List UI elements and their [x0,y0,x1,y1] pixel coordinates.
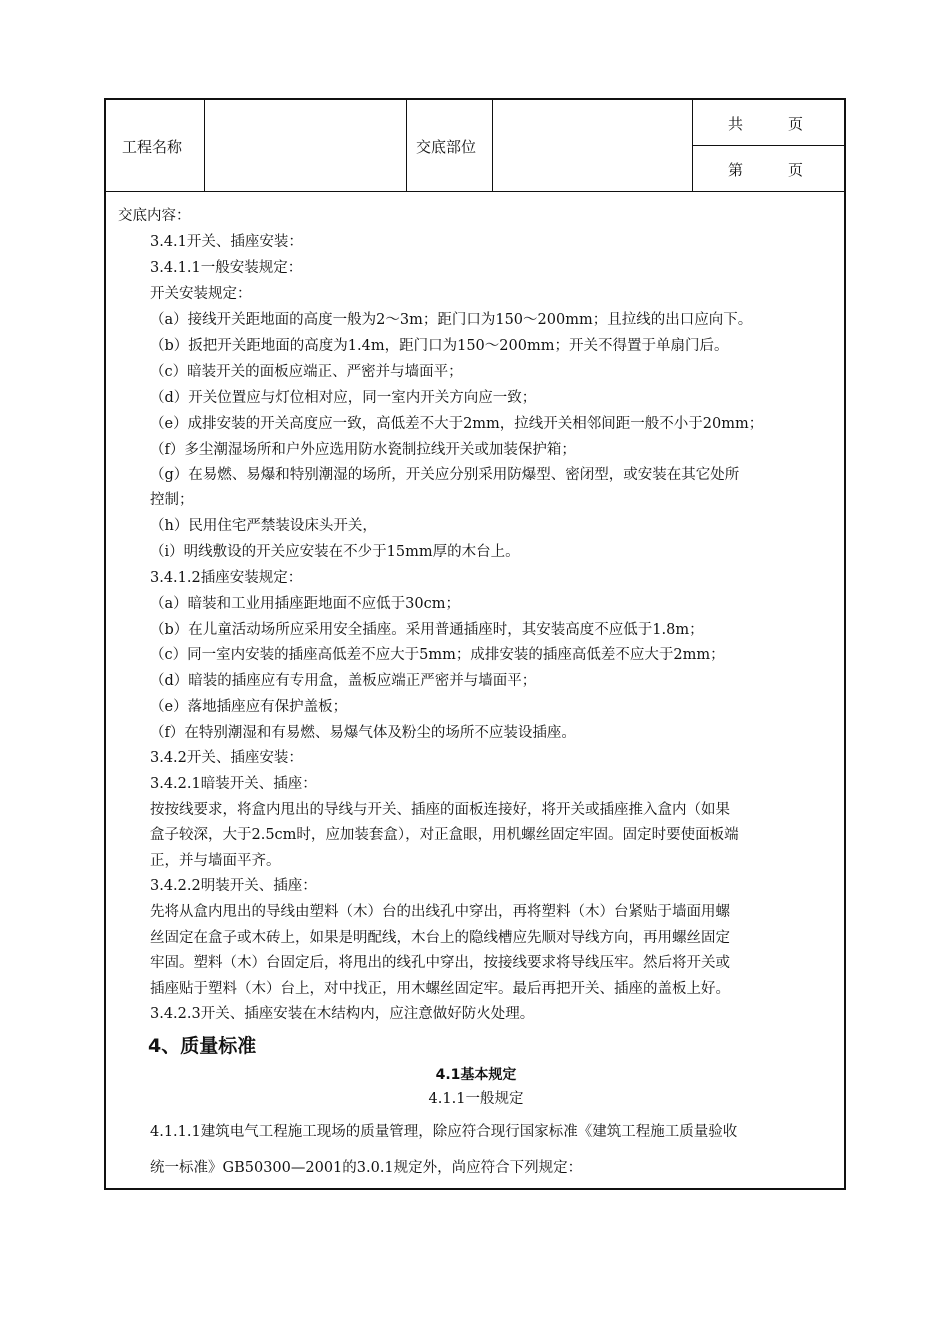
section-title: 4、质量标准 [148,1035,257,1057]
subsubsection-title: 4.1.1一般规定 [428,1091,524,1107]
content-line: （e）成排安装的开关高度应一致，高低差不大于2mm，拉线开关相邻间距一般不小于20mm； [150,416,764,432]
content-line: （b）扳把开关距地面的高度为1.4m，距门口为150～200mm；开关不得置于单扇门后。 [150,338,729,354]
content-line: （a）接线开关距地面的高度一般为2～3m；距门口为150～200mm；且拉线的出口应向下。 [150,312,753,328]
content-line: （b）在儿童活动场所应采用安全插座。采用普通插座时，其安装高度不应低于1.8m； [150,622,704,638]
content-line: 牢固。塑料（木）台固定后，将甩出的线孔中穿出，按接线要求将导线压牢。然后将开关或 [150,955,730,971]
total-pages: 共 页 [728,115,804,133]
location-label: 交底部位 [416,138,477,156]
content-line: 控制； [150,492,194,508]
content-line: （g）在易燃、易爆和特别潮湿的场所，开关应分别采用防爆型、密闭型，或安装在其它处所 [150,467,740,483]
paragraph-line: 统一标准》GB50300—2001的3.0.1规定外，尚应符合下列规定： [150,1160,583,1176]
content-line: （f）多尘潮湿场所和户外应选用防水瓷制拉线开关或加装保护箱； [150,442,576,458]
form-header [106,100,844,192]
content-line: （d）暗装的插座应有专用盒，盖板应端正严密并与墙面平； [150,673,537,689]
content-line: 3.4.1.2插座安装规定： [150,570,303,586]
content-line: 按按线要求，将盒内甩出的导线与开关、插座的面板连接好，将开关或插座推入盒内（如果 [150,802,730,818]
content-line: 3.4.1开关、插座安装： [150,234,303,250]
content-line: （e）落地插座应有保护盖板； [150,699,348,715]
content-line: 3.4.2.3开关、插座安装在木结构内，应注意做好防火处理。 [150,1006,535,1022]
content-line: 丝固定在盒子或木砖上，如果是明配线，木台上的隐线槽应先顺对导线方向，再用螺丝固定 [150,930,730,946]
subsection-title: 4.1基本规定 [435,1067,517,1083]
content-line: （c）暗装开关的面板应端正、严密并与墙面平； [150,364,463,380]
content-line: （a）暗装和工业用插座距地面不应低于30cm； [150,596,460,612]
divider [406,100,407,191]
divider [692,145,844,146]
content-line: （i）明线敷设的开关应安装在不少于15mm厚的木台上。 [150,544,520,560]
content-line: （d）开关位置应与灯位相对应，同一室内开关方向应一致； [150,390,537,406]
content-line: 先将从盒内甩出的导线由塑料（木）台的出线孔中穿出，再将塑料（木）台紧贴于墙面用螺 [150,904,730,920]
disclosure-form [104,98,846,1190]
content-line: 3.4.2.1暗装开关、插座： [150,776,317,792]
content-line: 3.4.2.2明装开关、插座： [150,878,317,894]
content-line: 插座贴于塑料（木）台上，对中找正，用木螺丝固定牢。最后再把开关、插座的盖板上好。 [150,981,730,997]
content-label: 交底内容： [118,208,191,224]
content-line: 开关安装规定： [150,286,252,302]
content-line: 3.4.1.1一般安装规定： [150,260,303,276]
paragraph-line: 4.1.1.1建筑电气工程施工现场的质量管理，除应符合现行国家标准《建筑工程施工质量验收 [150,1124,738,1140]
content-line: （f）在特别潮湿和有易燃、易爆气体及粉尘的场所不应装设插座。 [150,725,576,741]
project-name-label: 工程名称 [122,138,183,156]
divider [492,100,493,191]
content-line: （h）民用住宅严禁装设床头开关， [150,518,377,534]
content-line: 3.4.2开关、插座安装： [150,750,303,766]
content-line: （c）同一室内安装的插座高低差不应大于5mm；成排安装的插座高低差不应大于2mm； [150,647,725,663]
page-number: 第 页 [728,161,804,179]
content-line: 盒子较深，大于2.5cm时，应加装套盒），对正盒眼，用机螺丝固定牢固。固定时要使面板端 [150,827,739,843]
content-line: 正，并与墙面平齐。 [150,853,281,869]
divider [204,100,205,191]
